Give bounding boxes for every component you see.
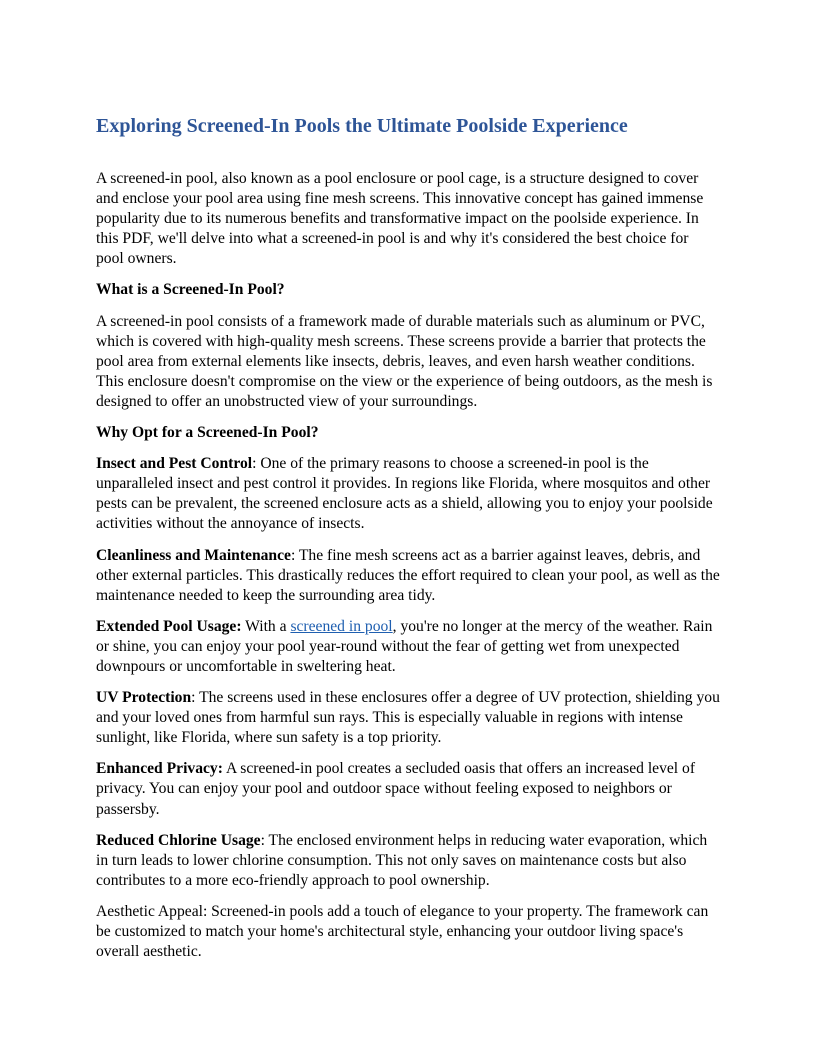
document-page bbox=[96, 113, 720, 973]
extended-usage-text-before: With a bbox=[241, 617, 291, 635]
cleanliness-label: Cleanliness and Maintenance bbox=[96, 546, 291, 564]
extended-usage-paragraph bbox=[96, 617, 720, 677]
insect-control-text: : One of the primary reasons to choose a screened-in pool is the unparalleled insect and pest control it provides. In regions like Florida, where mosquitos and other pests can be prevalent, the screened enclosure acts as a shield, allowing you to enjoy your poolside activities without the annoyance of insects. bbox=[96, 455, 713, 533]
extended-usage-label: Extended Pool Usage: bbox=[96, 617, 242, 635]
extended-usage-text-after: , you're no longer at the mercy of the weather. Rain or shine, you can enjoy your pool year-round without the fear of getting wet from unexpected downpours or uncomfortable in sweltering heat. bbox=[96, 617, 713, 675]
insect-control-label: Insect and Pest Control bbox=[96, 455, 253, 473]
privacy-label: Enhanced Privacy: bbox=[96, 760, 223, 778]
uv-protection-label: UV Protection bbox=[96, 689, 192, 707]
chlorine-text: : The enclosed environment helps in reducing water evaporation, which in turn leads to lower chlorine consumption. This not only saves on maintenance costs but also contributes to a more eco-friendly approach to pool ownership. bbox=[96, 831, 708, 889]
section-heading-what-is: What is a Screened-In Pool? bbox=[96, 281, 285, 299]
uv-protection-paragraph bbox=[96, 688, 720, 748]
cleanliness-paragraph bbox=[96, 546, 720, 606]
page-title: Exploring Screened-In Pools the Ultimate Poolside Experience bbox=[96, 115, 628, 137]
chlorine-paragraph bbox=[96, 831, 720, 891]
uv-protection-text: : The screens used in these enclosures offer a degree of UV protection, shielding you and your loved ones from harmful sun rays. This is especially valuable in regions with intense sunlight, like Florida, where sun safety is a top priority. bbox=[96, 689, 720, 747]
cleanliness-text: : The fine mesh screens act as a barrier against leaves, debris, and other external particles. This drastically reduces the effort required to clean your pool, as well as the maintenance needed to keep the surrounding area tidy. bbox=[96, 546, 720, 604]
aesthetic-paragraph: Aesthetic Appeal: Screened-in pools add a touch of elegance to your property. The framework can be customized to match your home's architectural style, enhancing your outdoor living space's overall aesthetic. bbox=[96, 902, 709, 961]
what-is-paragraph: A screened-in pool consists of a framework made of durable materials such as aluminum or PVC, which is covered with high-quality mesh screens. These screens provide a barrier that protects the pool area from external elements like insects, debris, leaves, and even harsh weather conditions. This enclosure doesn't compromise on the view or the experience of being outdoors, as the mesh is designed to offer an unobstructed view of your surroundings. bbox=[96, 312, 713, 410]
intro-paragraph: A screened-in pool, also known as a pool enclosure or pool cage, is a structure designed to cover and enclose your pool area using fine mesh screens. This innovative concept has gained immense popularity due to its numerous benefits and transformative impact on the poolside experience. In this PDF, we'll delve into what a screened-in pool is and why it's considered the best choice for pool owners. bbox=[96, 170, 704, 268]
insect-control-paragraph bbox=[96, 454, 720, 534]
chlorine-label: Reduced Chlorine Usage bbox=[96, 831, 261, 849]
privacy-text: A screened-in pool creates a secluded oasis that offers an increased level of privacy. You can enjoy your pool and outdoor space without feeling exposed to neighbors or passersby. bbox=[96, 760, 696, 818]
screened-in-pool-link[interactable]: screened in pool bbox=[290, 617, 393, 635]
privacy-paragraph bbox=[96, 759, 720, 819]
section-heading-why-opt: Why Opt for a Screened-In Pool? bbox=[96, 424, 319, 442]
